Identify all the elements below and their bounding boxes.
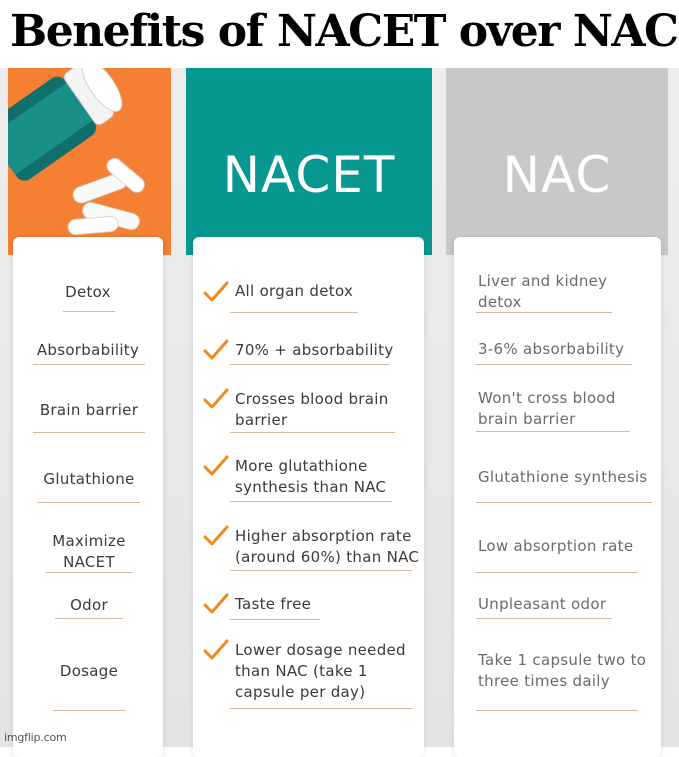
category-odor: Odor — [70, 596, 108, 614]
divider — [476, 364, 632, 365]
nac-header: NAC — [502, 146, 612, 204]
category-card — [13, 237, 163, 757]
divider — [476, 431, 630, 432]
category-brain-barrier: Brain barrier — [39, 401, 139, 419]
nac-glutathione: Glutathione synthesis — [478, 468, 648, 486]
page-title: Benefits of NACET over NAC — [10, 6, 678, 57]
supplement-bottle-illustration — [8, 68, 171, 255]
divider — [53, 710, 125, 711]
nacet-brain-barrier: Crosses blood brain barrier — [235, 390, 389, 429]
product-image-band — [8, 68, 171, 255]
divider — [230, 708, 412, 709]
category-maximize-nacet: Maximize NACET — [52, 532, 126, 571]
nacet-detox: All organ detox — [235, 282, 354, 300]
divider — [63, 311, 115, 312]
nacet-glutathione: More glutathione synthesis than NAC — [235, 457, 387, 496]
divider — [33, 432, 145, 433]
checkmark-icon — [203, 592, 229, 616]
nac-card — [454, 237, 661, 757]
divider — [230, 364, 390, 365]
divider — [230, 432, 395, 433]
checkmark-icon — [203, 638, 229, 662]
nacet-absorption-rate: Higher absorption rate (around 60%) than NAC — [235, 527, 420, 566]
nacet-absorbability: 70% + absorbability — [235, 341, 394, 359]
nacet-dosage: Lower dosage needed than NAC (take 1 capsule per day) — [235, 641, 406, 701]
divider — [476, 572, 638, 573]
nac-odor: Unpleasant odor — [478, 595, 607, 613]
checkmark-icon — [203, 524, 229, 548]
divider — [33, 364, 145, 365]
divider — [476, 710, 638, 711]
divider — [476, 502, 652, 503]
divider — [230, 619, 320, 620]
nac-absorption-rate: Low absorption rate — [478, 537, 634, 555]
checkmark-icon — [203, 280, 229, 304]
watermark: imgflip.com — [4, 731, 67, 744]
nac-detox: Liver and kidney detox — [478, 272, 608, 311]
divider — [476, 312, 612, 313]
divider — [230, 501, 392, 502]
category-absorbability: Absorbability — [36, 341, 140, 359]
divider — [230, 570, 412, 571]
nacet-header-band — [186, 68, 432, 255]
divider — [55, 618, 123, 619]
comparison-panel — [0, 68, 679, 747]
nacet-card — [193, 237, 424, 757]
divider — [38, 502, 140, 503]
nacet-odor: Taste free — [235, 595, 312, 613]
divider — [476, 618, 612, 619]
nacet-header: NACET — [222, 146, 396, 204]
category-dosage: Dosage — [59, 662, 119, 680]
divider — [46, 572, 132, 573]
nac-header-band — [446, 68, 668, 255]
nac-absorbability: 3-6% absorbability — [478, 340, 625, 358]
divider — [230, 312, 358, 313]
nac-brain-barrier: Won't cross blood brain barrier — [478, 389, 616, 428]
nac-dosage: Take 1 capsule two to three times daily — [478, 651, 647, 690]
checkmark-icon — [203, 338, 229, 362]
checkmark-icon — [203, 387, 229, 411]
category-glutathione: Glutathione — [43, 470, 135, 488]
category-detox: Detox — [65, 283, 111, 301]
checkmark-icon — [203, 454, 229, 478]
